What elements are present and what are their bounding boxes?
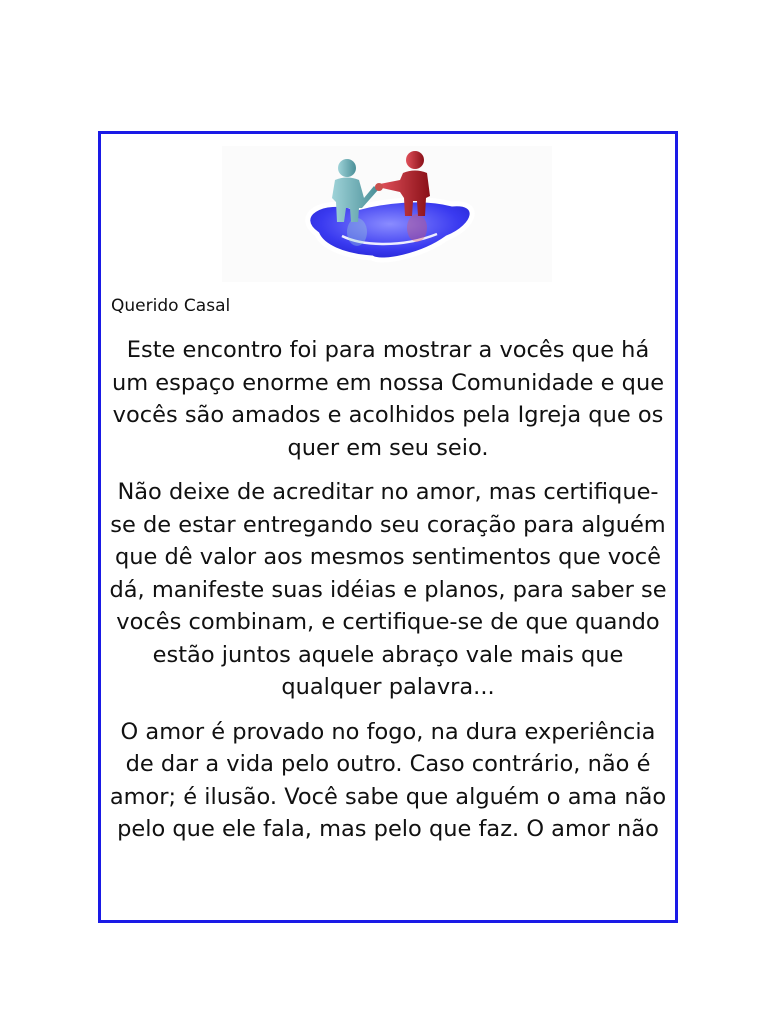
couple-on-heart-illustration — [222, 146, 552, 282]
paragraph-1: Este encontro foi para mostrar a vocês que há um espaço enorme em nossa Comunidade e que vocês são amados e acolhidos pela Igreja que os quer em seu seio. — [111, 337, 665, 461]
couple-heart-icon — [222, 146, 552, 282]
paragraph-3: O amor é provado no fogo, na dura experiência de dar a vida pelo outro. Caso contrário, não é amor; é ilusão. Você sabe que alguém o ama não pelo que ele fala, mas pelo que faz. O amor não — [109, 718, 667, 842]
paragraph-2: Não deixe de acreditar no amor, mas certifique-se de estar entregando seu coração para alguém que dê valor aos mesmos sentimentos que você dá, manifeste suas idéias e planos, para saber se vocês combinam, e certifique-se de que quando estão juntos aquele abraço vale mais que qualquer palavra... — [109, 479, 667, 700]
letter-frame — [98, 131, 678, 923]
letter-body — [109, 334, 667, 858]
greeting: Querido Casal — [111, 296, 231, 316]
